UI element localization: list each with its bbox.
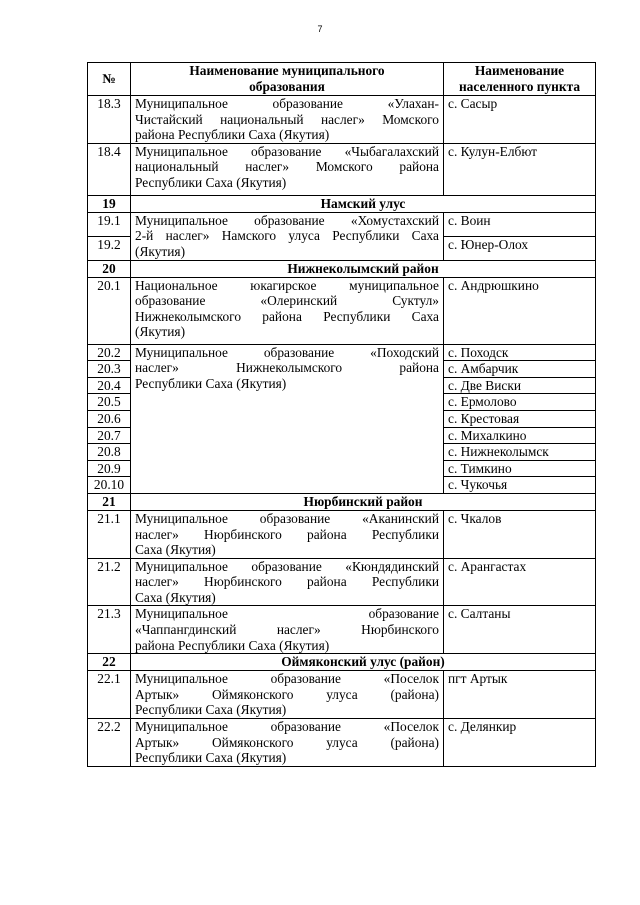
- municipality-name: Муниципальное образование «Улахан- Чистайский национальный наслег» Момского района Республики Саха (Якутия): [131, 96, 444, 144]
- header-settlement: Наименование населенного пункта: [444, 63, 596, 96]
- settlement-name: с. Кулун-Елбют: [444, 143, 596, 195]
- group-row: [88, 260, 596, 277]
- group-title: Оймяконский улус (район): [131, 654, 596, 671]
- row-number: 20.6: [88, 410, 131, 427]
- table-row: [88, 344, 596, 361]
- row-number: 20.9: [88, 460, 131, 477]
- header-municipality: Наименование муниципального образования: [131, 63, 444, 96]
- table-row: [88, 96, 596, 144]
- settlement-name: с. Делянкир: [444, 719, 596, 767]
- settlement-name: с. Ермолово: [444, 394, 596, 411]
- table-header-row: [88, 63, 596, 96]
- table-row: [88, 558, 596, 606]
- municipality-name: Муниципальное образование «Чыбагалахский национальный наслег» Момского района Республики Саха (Якутия): [131, 143, 444, 195]
- settlement-name: с. Сасыр: [444, 96, 596, 144]
- table-row: [88, 719, 596, 767]
- row-number: 22.1: [88, 671, 131, 719]
- table-row: [88, 143, 596, 195]
- group-number: 22: [88, 654, 131, 671]
- group-number: 20: [88, 260, 131, 277]
- settlement-name: с. Арангастах: [444, 558, 596, 606]
- municipality-name: Муниципальное образование «Кюндядинский наслег» Нюрбинского района Республики Саха (Якутия): [131, 558, 444, 606]
- row-number: 20.8: [88, 444, 131, 461]
- table-row: [88, 606, 596, 654]
- group-title: Нюрбинский район: [131, 493, 596, 510]
- row-number: 22.2: [88, 719, 131, 767]
- settlement-name: с. Чукочья: [444, 477, 596, 494]
- settlement-name: с. Салтаны: [444, 606, 596, 654]
- row-number: 20.5: [88, 394, 131, 411]
- row-number: 18.4: [88, 143, 131, 195]
- municipality-name: Муниципальное образование «Походский наслег» Нижнеколымского района Республики Саха (Якутия): [131, 344, 444, 493]
- group-row: [88, 654, 596, 671]
- group-number: 21: [88, 493, 131, 510]
- row-number: 21.3: [88, 606, 131, 654]
- settlement-name: с. Крестовая: [444, 410, 596, 427]
- group-number: 19: [88, 195, 131, 212]
- table-row: [88, 671, 596, 719]
- settlement-name: с. Михалкино: [444, 427, 596, 444]
- group-title: Намский улус: [131, 195, 596, 212]
- settlement-name: с. Тимкино: [444, 460, 596, 477]
- municipality-name: Муниципальное образование «Хомустахский 2-й наслег» Намского улуса Республики Саха (Якутия): [131, 212, 444, 260]
- municipality-name: Муниципальное образование «Аканинский наслег» Нюрбинского района Республики Саха (Якутия): [131, 510, 444, 558]
- settlement-name: с. Походск: [444, 344, 596, 361]
- row-number: 20.1: [88, 277, 131, 344]
- row-number: 20.4: [88, 377, 131, 394]
- settlements-table: [87, 62, 596, 767]
- municipality-name: Национальное юкагирское муниципальное образование «Олеринский Суктул» Нижнеколымского района Республики Саха (Якутия): [131, 277, 444, 344]
- row-number: 18.3: [88, 96, 131, 144]
- row-number: 19.1: [88, 212, 131, 236]
- row-number: 20.7: [88, 427, 131, 444]
- settlement-name: с. Две Виски: [444, 377, 596, 394]
- row-number: 20.3: [88, 361, 131, 378]
- settlement-name: с. Юнер-Олох: [444, 236, 596, 260]
- table-row: [88, 212, 596, 236]
- settlement-name: с. Андрюшкино: [444, 277, 596, 344]
- row-number: 21.2: [88, 558, 131, 606]
- settlement-name: с. Воин: [444, 212, 596, 236]
- settlement-name: пгт Артык: [444, 671, 596, 719]
- group-row: [88, 195, 596, 212]
- table-row: [88, 510, 596, 558]
- row-number: 20.2: [88, 344, 131, 361]
- settlement-name: с. Чкалов: [444, 510, 596, 558]
- group-title: Нижнеколымский район: [131, 260, 596, 277]
- group-row: [88, 493, 596, 510]
- row-number: 20.10: [88, 477, 131, 494]
- settlement-name: с. Нижнеколымск: [444, 444, 596, 461]
- municipality-name: Муниципальное образование «Чаппангдинский наслег» Нюрбинского района Республики Саха (Якутия): [131, 606, 444, 654]
- row-number: 19.2: [88, 236, 131, 260]
- header-number: №: [88, 63, 131, 96]
- row-number: 21.1: [88, 510, 131, 558]
- page-number: 7: [317, 24, 323, 34]
- table-row: [88, 277, 596, 344]
- settlement-name: с. Амбарчик: [444, 361, 596, 378]
- municipality-name: Муниципальное образование «Поселок Артык» Оймяконского улуса (района) Республики Саха (Якутия): [131, 671, 444, 719]
- municipality-name: Муниципальное образование «Поселок Артык» Оймяконского улуса (района) Республики Саха (Якутия): [131, 719, 444, 767]
